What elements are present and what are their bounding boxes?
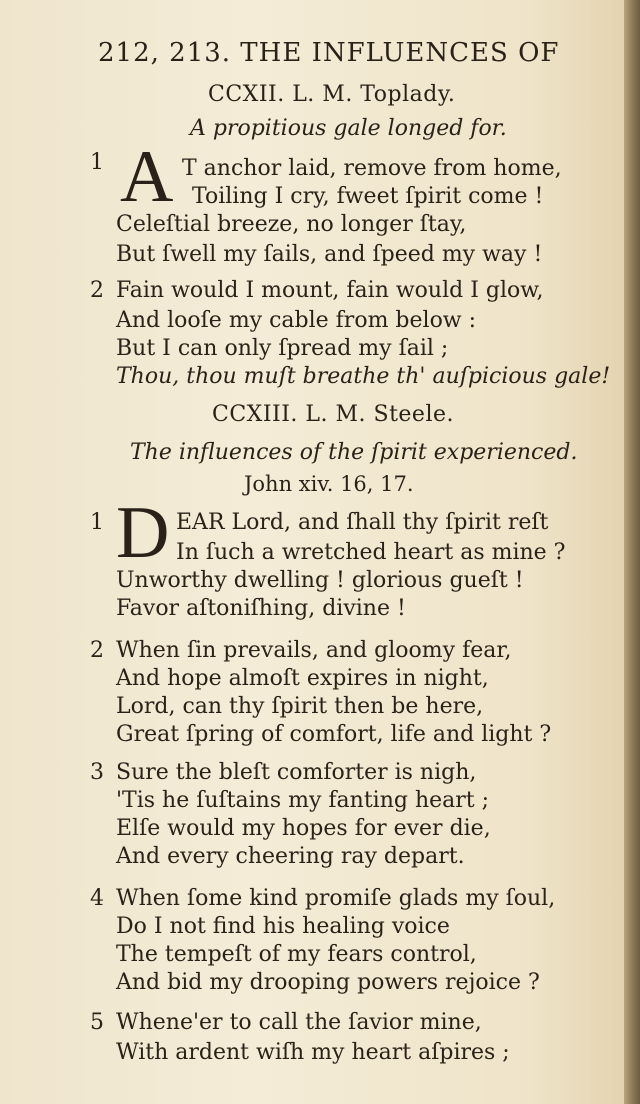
verse-line: Celeſtial breeze, no longer ſtay,	[116, 212, 467, 237]
verse-number: 2	[90, 638, 104, 663]
verse-number: 1	[90, 510, 104, 535]
verse-line: But I can only ſpread my ſail ;	[116, 336, 449, 361]
verse-line: But ſwell my ſails, and ſpeed my way !	[116, 242, 543, 267]
verse-line: And every cheering ray depart.	[116, 844, 465, 869]
verse-line: And hope almoſt expires in night,	[116, 666, 489, 691]
verse-line: The tempeſt of my fears control,	[116, 942, 477, 967]
hymn-212-subtitle: A propitious gale longed for.	[190, 116, 507, 141]
verse-number: 4	[90, 886, 104, 911]
verse-line: Whene'er to call the ſavior mine,	[116, 1010, 482, 1035]
verse-line: Unworthy dwelling ! glorious gueſt !	[116, 568, 524, 593]
verse-line: In ſuch a wretched heart as mine ?	[176, 540, 566, 565]
verse-line: T anchor laid, remove from home,	[182, 156, 562, 181]
verse-line: Sure the bleſt comforter is nigh,	[116, 760, 477, 785]
page-edge	[624, 0, 640, 1104]
verse-line: When ſome kind promiſe glads my ſoul,	[116, 886, 556, 911]
verse-number: 2	[90, 278, 104, 303]
verse-line: EAR Lord, and ſhall thy ſpirit reſt	[176, 510, 549, 535]
verse-number: 5	[90, 1010, 104, 1035]
verse-number: 3	[90, 760, 104, 785]
verse-line: Great ſpring of comfort, life and light ?	[116, 722, 552, 747]
verse-number: 1	[90, 150, 104, 175]
drop-cap: A	[120, 136, 174, 218]
scripture-reference: John xiv. 16, 17.	[244, 472, 414, 496]
verse-line: Elſe would my hopes for ever die,	[116, 816, 491, 841]
verse-line: With ardent wiſh my heart aſpires ;	[116, 1040, 510, 1065]
running-head: 212, 213. THE INFLUENCES OF	[98, 38, 560, 68]
verse-line: When ſin prevails, and gloomy fear,	[116, 638, 512, 663]
verse-line: Lord, can thy ſpirit then be here,	[116, 694, 484, 719]
verse-line: 'Tis he ſuſtains my fanting heart ;	[116, 788, 490, 813]
verse-line: Toiling I cry, fweet ſpirit come !	[192, 184, 544, 209]
verse-line: And looſe my cable from below :	[116, 308, 477, 333]
verse-line: Fain would I mount, fain would I glow,	[116, 278, 544, 303]
verse-line: And bid my drooping powers rejoice ?	[116, 970, 540, 995]
verse-line: Do I not find his healing voice	[116, 914, 450, 939]
verse-line: Thou, thou muſt breathe th' auſpicious gale!	[116, 364, 611, 389]
hymn-213-heading: CCXIII. L. M. Steele.	[212, 402, 454, 427]
verse-line: Favor aſtoniſhing, divine !	[116, 596, 406, 621]
hymn-213-subtitle: The influences of the ſpirit experienced.	[130, 440, 578, 465]
hymn-212-heading: CCXII. L. M. Toplady.	[208, 82, 456, 107]
drop-cap: D	[116, 492, 170, 574]
